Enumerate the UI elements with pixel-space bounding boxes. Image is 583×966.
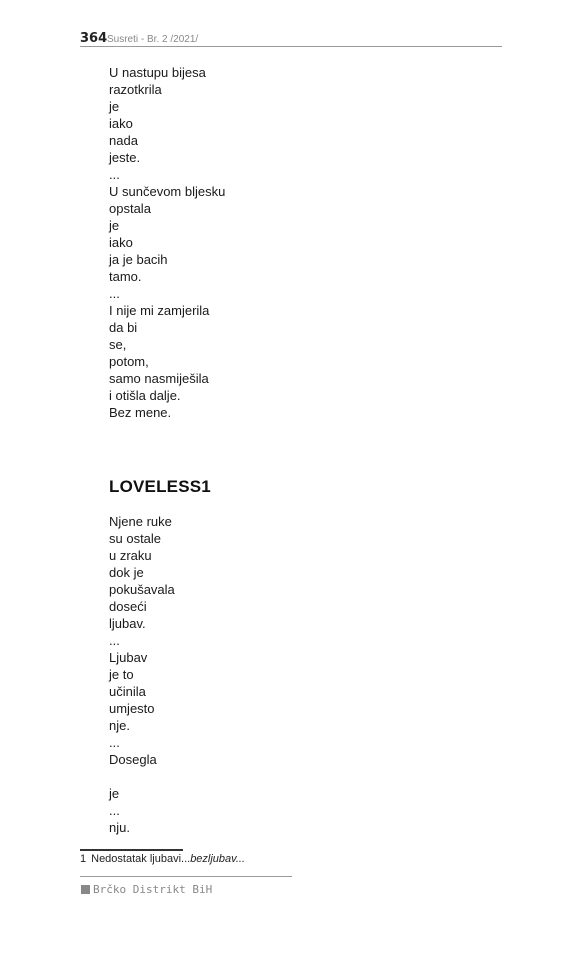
poem-line: se, [109,337,127,352]
poem-line: jeste. [109,150,141,165]
poem-line: su ostale [109,531,162,546]
poem-line: Bez mene. [109,405,172,420]
poem-line: dok je [109,565,144,580]
poem-line: ... [109,167,120,182]
poem-line: nje. [109,718,130,733]
poem-line: U nastupu bijesa [109,65,206,80]
poem-line: tamo. [109,269,142,284]
poem-line: je to [109,667,134,682]
poem-line: iako [109,116,133,131]
running-head: Susreti - Br. 2 /2021/ [107,34,199,45]
footer-rule [80,876,292,877]
poem-line: pokušavala [109,582,175,597]
poem-line: nada [109,133,138,148]
poem-line: potom, [109,354,149,369]
footnote-italic-text: bezljubav... [190,853,246,865]
footer-square-icon [81,885,90,894]
page-number: 364 [80,31,108,46]
footer-text: Brčko Distrikt BiH [93,883,213,896]
poem-line: umjesto [109,701,155,716]
poem-line: Dosegla [109,752,157,767]
poem-stanza-continued [109,64,225,421]
stanza-gap [109,768,175,785]
poem-line: ja je bacih [109,252,168,267]
poem-line: I nije mi zamjerila [109,303,210,318]
poem-line: ... [109,735,120,750]
poem-title: LOVELESS1 [109,477,211,496]
poem-line: je [109,99,120,114]
poem-line: razotkrila [109,82,162,97]
footnote-number: 1 [80,853,87,865]
poem-line: nju. [109,820,130,835]
poem-line: Ljubav [109,650,148,665]
poem-line: da bi [109,320,138,335]
poem-line: iako [109,235,133,250]
footnote-text: Nedostatak ljubavi... [91,853,191,865]
poem-line: ... [109,803,120,818]
poem-loveless [109,513,175,836]
poem-line: učinila [109,684,146,699]
poem-line: ... [109,286,120,301]
poem-line: opstala [109,201,151,216]
poem-line: je [109,786,120,801]
poem-line: i otišla dalje. [109,388,181,403]
poem-line: doseći [109,599,147,614]
poem-line: Njene ruke [109,514,172,529]
poem-line: U sunčevom bljesku [109,184,226,199]
poem-line: ljubav. [109,616,146,631]
footnote-separator [80,849,183,851]
footnote [80,853,245,865]
poem-line: ... [109,633,120,648]
poem-line: u zraku [109,548,152,563]
poem-line: samo nasmiješila [109,371,209,386]
poem-line: je [109,218,120,233]
page-header [80,33,502,47]
